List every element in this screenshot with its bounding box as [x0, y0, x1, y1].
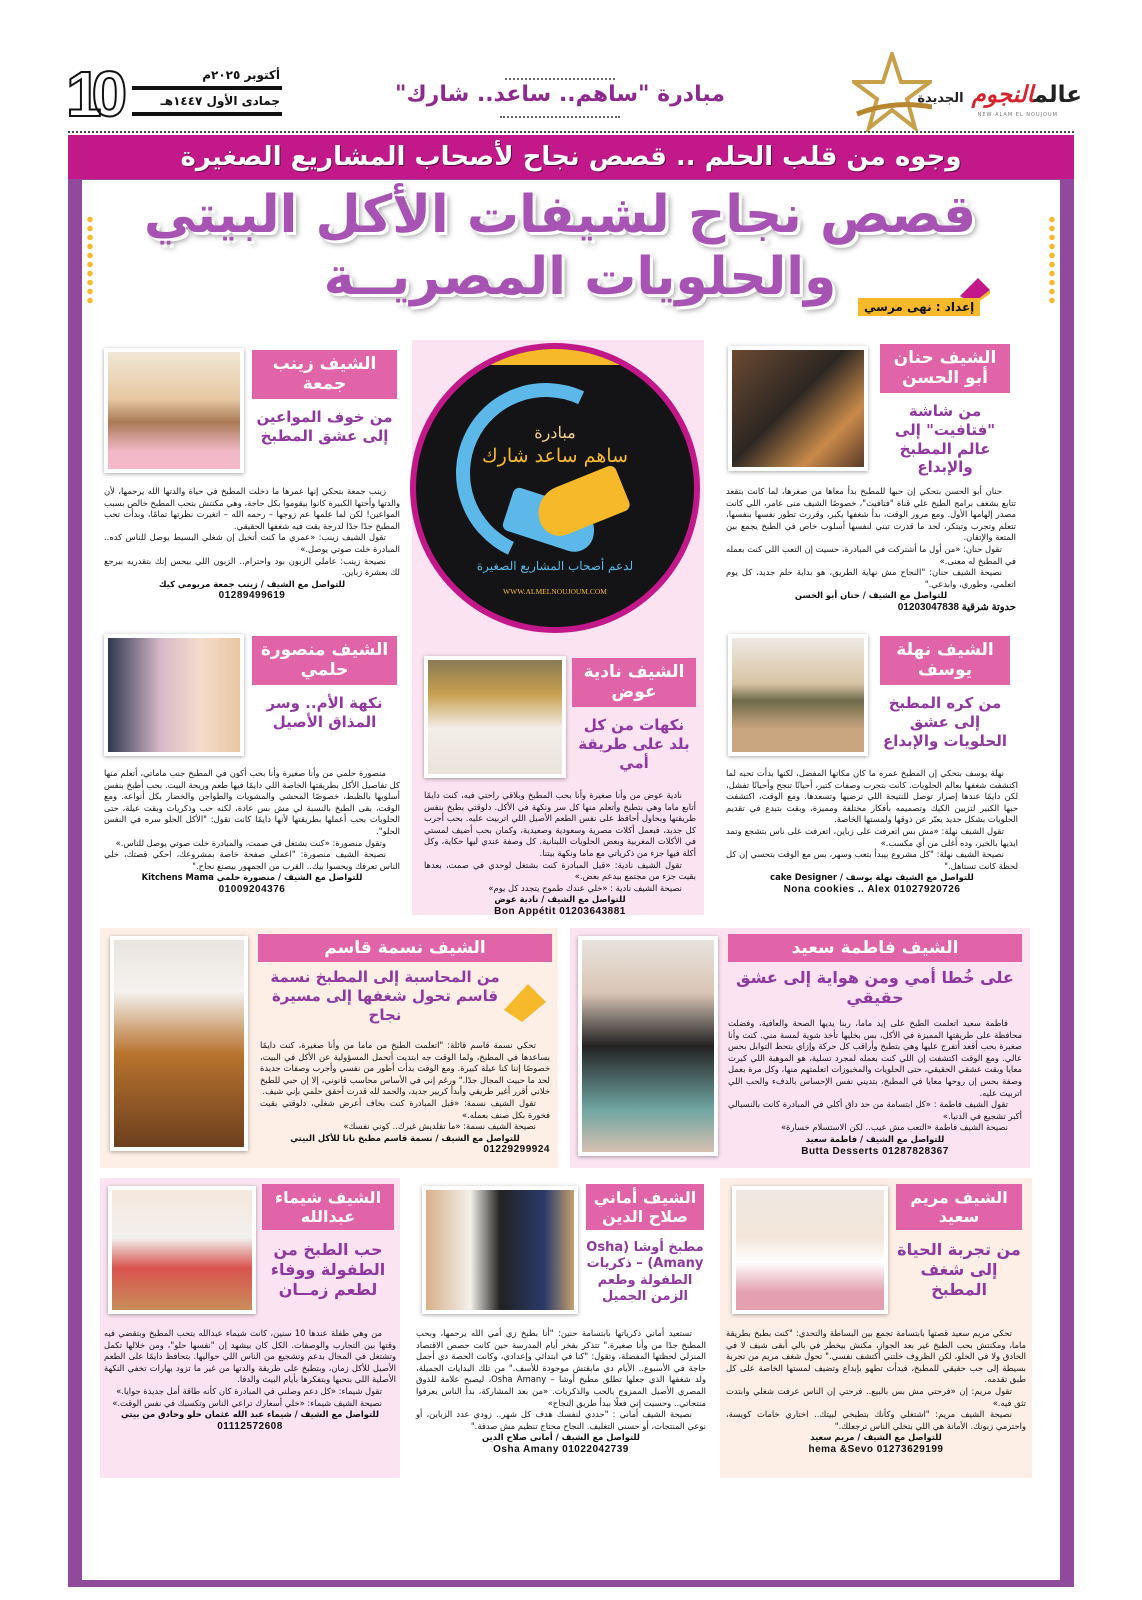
logo-line2: ساهم ساعد شارك: [481, 445, 629, 467]
chef-name-tag: الشيف نهلة يوسف: [880, 636, 1010, 685]
divider: [500, 116, 620, 118]
photo-mariam: [732, 1186, 888, 1314]
byline: إعداد : نهى مرسي: [858, 298, 980, 316]
newspaper-logo: [852, 52, 1082, 130]
chef-name-tag: الشيف نادية عوض: [572, 658, 696, 707]
photo-zeinab: [104, 348, 244, 473]
rule: [132, 112, 282, 116]
story-body: نهلة يوسف بتحكي إن المطبخ عمره ما كان مكانها المفضل، لكنها بدأت تحبه لما اكتشفت شغفها بعالم الحلويات. كانت بتجرب وصفات كتير، أحيانًا تنجح وأحيانًا تفشل، لكن دايمًا عندها إصرار توصل للنتيجة اللي ترضيها وتسعدها. ومع الوقت، اكتشفت حبها الكبير لتزيين الكيك وتصميمه بأفكار مختلفة ومميزة، وبقت بتبدع في تقديم الحلويات بشكل جديد يعبّر عن ذوقها ولمستها الخاصة. تقول الشيف نهلة: «مش بس اتعرفت على زباين، اتعرفت على ناس بتشجع وتمد ايديها بالخير، وده أغلى من أي مكسب.» نصيحة الشيف نهلة: "كل مشروع بيبدأ بتعب وسهر، بس مع الوقت بتحسي إن كل لحظة كانت تستاهل." للتواصل مع الشيف نهلة يوسف / cake Designer Nona cookies .. Alex 01027920726: [726, 768, 1018, 895]
page-number: 10: [66, 58, 118, 130]
story-zeinab: [100, 340, 405, 630]
story-body: نادية عوض من وأنا صغيرة وأنا بحب المطبخ وبلاقي راحتي فيه، كنت دايمًا أتابع ماما وهي بتطبخ وأتعلم منها كل سر ونكهة في الأكل. دلوقتي بطبخ بنفس طريقتها وبحاول أحافظ على نفس الطعم الأصيل اللي اتربيت عليه. بحب أجرب كل جديد، فبعمل أكلات مصرية وسعودية وصعيدية، وكمان بحب أضيف لمستي في الأكلات المغربية وبعض الحلويات اللبنانية. كل وصفة عندي ليها حكاية، وكل أكلة فيها جزء من ذكرياتي مع ماما ونكهة بيتنا. تقول الشيف نادية: «قبل المبادرة كنت بشتغل لوحدي في صمت، بعدها بقيت جزء من مجتمع بيدعم بعض.» نصيحة الشيف نادية : «خلي عندك طموح يتجدد كل يوم» للتواصل مع الشيف / نادية عوض Bon Appétit 01203643881: [424, 790, 696, 917]
story-fatma: [570, 928, 1030, 1168]
divider: [68, 131, 1074, 133]
photo-mansoura: [104, 634, 244, 756]
story-subtitle: نكهات من كل بلد على طريقة أمي: [578, 716, 690, 772]
photo-fatma: [578, 936, 718, 1156]
issue-date: [132, 66, 282, 118]
story-nadia: [420, 650, 700, 918]
story-subtitle: من كره المطبخ إلى عشق الحلويات والإبداع: [883, 694, 1007, 750]
story-subtitle: من شاشة "فتافيت" إلى عالم المطبخ والإبداع: [894, 402, 996, 477]
story-mansoura: [100, 630, 405, 920]
story-body: تحكي نسمة قاسم قائلة: "اتعلمت الطبخ من ماما من وأنا صغيرة، كنت دايمًا بساعدها في المطبخ، ولما الوقت جه ابتديت أتحمل المسؤولية عن الأكل في البيت، خصوصًا إننا كنا عيلة كبيرة. ومع الوقت بدأت أطور من نفسي وأجرب وصفات جديدة لحد ما حبيت المجال جدًا." ورغم إني في الأساس محاسب قانوني، إلا إن حبي للطبخ خلاني أقرر أغير طريقي وأبدأ كريير جديد، والحمد لله قدرت أحقق حلمي بإني شيف. تقول الشيف نسمة: «قبل المبادرة كنت بخاف أعرض شغلي، دلوقتي بقيت فخورة بكل صنف بعمله.» نصيحة الشيف نسمة: «ما تقلديش غيرك.. كوني نفسك» للتواصل مع الشيف / نسمة قاسم مطبخ نانا للأكل البيتي 01229299924: [260, 1040, 550, 1156]
photo-hanan: [728, 346, 868, 471]
dot-ornament: [1048, 215, 1056, 305]
story-subtitle: نكهة الأم.. وسر المذاق الأصيل: [266, 694, 383, 731]
story-nahla: [722, 630, 1022, 920]
story-amany: [410, 1178, 710, 1478]
story-subtitle: من المحاسبة إلى المطبخ نسمة قاسم تحول شغفها إلى مسيرة نجاح: [270, 968, 500, 1024]
chef-name-tag: الشيف أماني صلاح الدين: [586, 1184, 704, 1230]
initiative-logo: [410, 343, 700, 633]
logo-url: WWW.ALMELNOUJOUM.COM: [503, 587, 607, 596]
story-subtitle: مطبخ أوشا (Osha Amany) – ذكريات الطفولة وطعم الزمن الجميل: [586, 1240, 704, 1304]
date-gregorian: أكتوبر ٢٠٢٥م: [202, 68, 280, 82]
story-body: زينب جمعة بتحكي إنها عمرها ما دخلت المطبخ في حياة والدتها الله يرحمها، لأن والدتها وأختها الكبيرة كانوا بيقوموا بكل حاجة، وهي مكنتش بتحب المطبخ خالص بسبب المواعين! لكن لما علمها عم زوجها – رحمه الله – اتغيرت نظرتها تمامًا، وبدأت تحب المطبخ جدًا جدًا لدرجة بقت فيه شغفها الحقيقي. تقول الشيف زينب: «عمري ما كنت أتخيل إن شغلي البسيط يوصل للناس كده.. المبادرة خلت صوتي يوصل.» نصيحة زينب: عاملي الزبون بود واحترام.. الزبون اللي بيحس إنك بتقدريه بيرجع لك بعشرة زباين. للتواصل مع الشيف / زينب جمعة مريومي كيك 01289499619: [104, 486, 400, 602]
story-hanan: [722, 340, 1022, 630]
story-body: منصورة حلمي من وأنا صغيرة وأنا بحب أكون في المطبخ جنب ماماتي، أتعلم منها كل تفاصيل الأكل بطريقتها الخاصة اللي دايمًا فيها طعم وريحة البيت. بحب أطبخ بنفس أسلوبها بالظبط، خصوصًا المحشي والمشويات والطواجن والخضار بكل أنواعه. ومع الوقت، بقى الطبخ بالنسبة لي مش بس عادة، لكنه حب وذكريات وبقت عيلة، حتى الحلويات بحب أعملها بطريقتها لأنها دايمًا كانت تقول: "الأكل الحلو سره في النفس الحلو". وتقول منصورة: «كنت بشتغل في صمت، والمبادرة خلت صوتي يوصل للناس.» نصيحة الشيف منصورة: "اعملي صفحة خاصة بمشروعك، احكي قصتك، خلي الناس تعرفك ويحسوا بيك.. القرب من الجمهور بيصنع نجاح." للتواصل مع الشيف / منصورة حلمي Kitchens Mama 01009204376: [104, 768, 400, 895]
story-body: من وهي طفلة عندها 10 سنين، كانت شيماء عبدالله بتحب المطبخ وبتقضي فيه وقتها بين التجارب والوصفات. الكل كان بيشهد إن "نفسها حلو"، ومن خلالها تكمل وتشتغل في المجال بدعم وتشجيع من الناس اللي حواليها. بتحافظ دايمًا على الطعم الأصيل للأكل زمان، وبتطبخ على طريقة والدتها من غير ما تزود بهارات تخفي النكهة الأصلية اللي بتحبها وبتفكرها بأيام البيت والدفا. تقول شيماء: «كل دعم وصلني في المبادرة كان كأنه طاقة أمل جديدة جوايا.» نصيحة الشيف شيماء: «خلي أسعارك تراعي الناس وتكسبك في نفس الوقت.» للتواصل مع الشيف / شيماء عبد الله عثمان حلو وحادق من بيتي 01112572608: [104, 1328, 396, 1432]
dot-ornament: [86, 215, 94, 305]
story-body: حنان أبو الحسن بتحكي إن حبها للمطبخ بدأ معاها من صغرها، لما كانت بتقعد تتابع بشغف برامج الطبخ علي قناة "فتافيت"، خصوصًا الشيف منى عامر، اللي كانت مصدر إلهامها الأول. ومع مرور الوقت، بدأ شغفها يكبر، وقررت تطور نفسها بنفسها، تتعلم وتجرب وتبتكر، لحد ما قدرت تبني لنفسها أسلوب خاص في الطبخ يجمع بين المتعة والإتقان. تقول حنان: «من أول ما أشتركت في المبادرة، حسيت إن التعب اللي كنت بعمله في المطبخ له معنى.» نصيحة الشيف حنان: "النجاح مش نهاية الطريق، هو بداية حلم جديد، كل يوم اتعلمي، وطوري، وابدعي." للتواصل مع الشيف / حنان أبو الحسن حدوتة شرقية 01203047838: [726, 486, 1016, 613]
story-subtitle: على خُطا أمي ومن هواية إلى عشق حقيقي: [736, 968, 1014, 1007]
logo-line1: مبادرة: [534, 423, 576, 442]
chef-name-tag: الشيف زينب جمعة: [252, 350, 397, 399]
section-banner: وجوه من قلب الحلم .. قصص نجاح لأصحاب المشاريع الصغيرة: [68, 135, 1074, 179]
photo-nahla: [728, 634, 868, 756]
chef-name-tag: الشيف حنان أبو الحسن: [880, 344, 1010, 393]
story-nesma: [100, 928, 558, 1168]
story-shaimaa: [100, 1178, 400, 1478]
book-icon: [500, 980, 548, 1024]
divider: [505, 78, 615, 80]
logo-wordmark: عالمالنجوم الجديدة: [917, 82, 1082, 108]
chef-name-tag: الشيف منصورة حلمي: [252, 636, 397, 685]
story-body: تستعيد أماني ذكرياتها بابتسامة حنين: "أنا بطبخ زي أمي الله يرحمها، وبحب المطبخ جدًا من وأنا صغيرة." تتذكر بفخر أيام المدرسة حين كانت حصص الاقتصاد المنزلي لحظتها المفضلة، وتقول: "كنا في ابتدائي وإعدادي، وكانت الحصة دي أجمل حاجة في الأسبوع.. الأيام دي مابقتش موجودة للأسف." من تلك البدايات الجميلة، ولد شغفها الذي جعلها تطلق مطبخ أوشا – Osha Amany، ليصبح علامة للذوق المصري الأصيل الممزوج بالحب والذكريات. «من بعد المشاركة، بدأ الناس يعرفوا منتجاتي.. وحسيت إني فعلًا ببدأ طريق النجاح» نصيحة الشيف أماني : "حددي لنفسك هدف كل شهر.. زودي عدد الزباين، أو نوعي المنتجات، أو حسني التغليف. النجاح محتاج تنظيم مش صدفة." للتواصل مع الشيف / أماني صلاح الدين Osha Amany 01022042739: [416, 1328, 707, 1455]
headline-line1: قصص نجاح لشيفات الأكل البيتي: [143, 185, 977, 245]
photo-nesma: [110, 936, 248, 1151]
photo-nadia: [424, 656, 566, 778]
date-hijri: جمادى الأول ١٤٤٧هـ: [160, 94, 280, 108]
initiative-title: مبادرة "ساهم.. ساعد.. شارك": [395, 82, 725, 107]
chef-name-tag: الشيف شيماء عبدالله: [262, 1184, 394, 1230]
headline-line2: والحلويات المصريــة: [323, 247, 837, 307]
logo-line3: لدعم أصحاب المشاريع الصغيرة: [476, 559, 634, 573]
chef-name-tag: الشيف مريم سعيد: [896, 1184, 1022, 1230]
chef-name-tag: الشيف نسمة قاسم: [258, 934, 552, 962]
story-subtitle: حب الطبخ من الطفولة ووفاء لطعم زمــان: [270, 1240, 386, 1299]
chef-name-tag: الشيف فاطمة سعيد: [728, 934, 1022, 962]
story-subtitle: من خوف المواعين إلى عشق المطبخ: [256, 408, 393, 445]
photo-amany: [422, 1186, 578, 1314]
photo-shaimaa: [108, 1186, 256, 1314]
story-body: فاطمة سعيد اتعلمت الطبخ على إيد ماما، ربنا يديها الصحة والعافية، وفضلت محافظة على طريقتها المميزة في الأكل، بس بخليها تأخذ شوية لمسة مني. كنت وأنا صغيرة بحب أقعد أتفرج عليها وهي بتطبخ وأراقب كل حركة وإزاي بتحط التوابل بحس عالي. ومع الوقت اكتشفت إن اللي كنت بعمله لمجرد تسلية، هو الموهبة اللي كبرت معايا وبقت عشقي الحقيقي، حتى الحلويات والمخبوزات اتعلمتهم منها، وكل مرة بعمل وصفة بحس إن روحها معايا في المطبخ، بتديني نفس الإحساس بالدفء والحب اللي اتربيت عليه. تقول الشيف فاطمة : «كل ابتسامة من حد داق أكلي في المبادرة كانت بالنسبالي أكبر تشجيع في الدنيا.» نصيحة الشيف فاطمة «التعب مش عيب.. لكن الاستسلام خسارة» للتواصل مع الشيف / فاطمة سعيد Butta Desserts 01287828367: [728, 1018, 1022, 1157]
gold-band: [486, 349, 624, 365]
story-subtitle: من تجربة الحياة إلى شغف المطبخ: [897, 1240, 1021, 1299]
headline: [110, 184, 1010, 308]
story-body: تحكي مريم سعيد قصتها بابتسامة تجمع بين البساطة والتحدي: "كنت بطبخ بطريقة ماما، ومكنتش بحب الطبخ غير بعد الجواز، مكنش بيخطر في بالي أبقى شيف لا في الحادق ولا في الحلو، لكن الظروف خلتني أكتشف نفسي." تحول شغف مريم من تجربة بسيطة إلى حب حقيقي للمطبخ، فبدأت تطهو بإبداع وتضيف لمستها الخاصة على كل طبق تقدمه. تقول مريم: إن «فرحتي مش بس بالبيع.. فرحتي إن الناس عرفت شغلي وابتدت تثق فيه.» نصيحة الشيف مريم: "اشتغلي وكأنك بتطبخي لبيتك.. اختاري خامات كويسة، واحترمي زبونك. الأمانة هي اللي بتخلي الناس ترجعلك." للتواصل مع الشيف / مريم سعيد hema &Sevo 01273629199: [726, 1328, 1026, 1455]
story-mariam: [720, 1178, 1032, 1478]
rule: [132, 86, 282, 90]
arc-shape: [431, 358, 662, 589]
logo-latin: NEW ALAM EL NOUJOUM: [977, 112, 1058, 118]
